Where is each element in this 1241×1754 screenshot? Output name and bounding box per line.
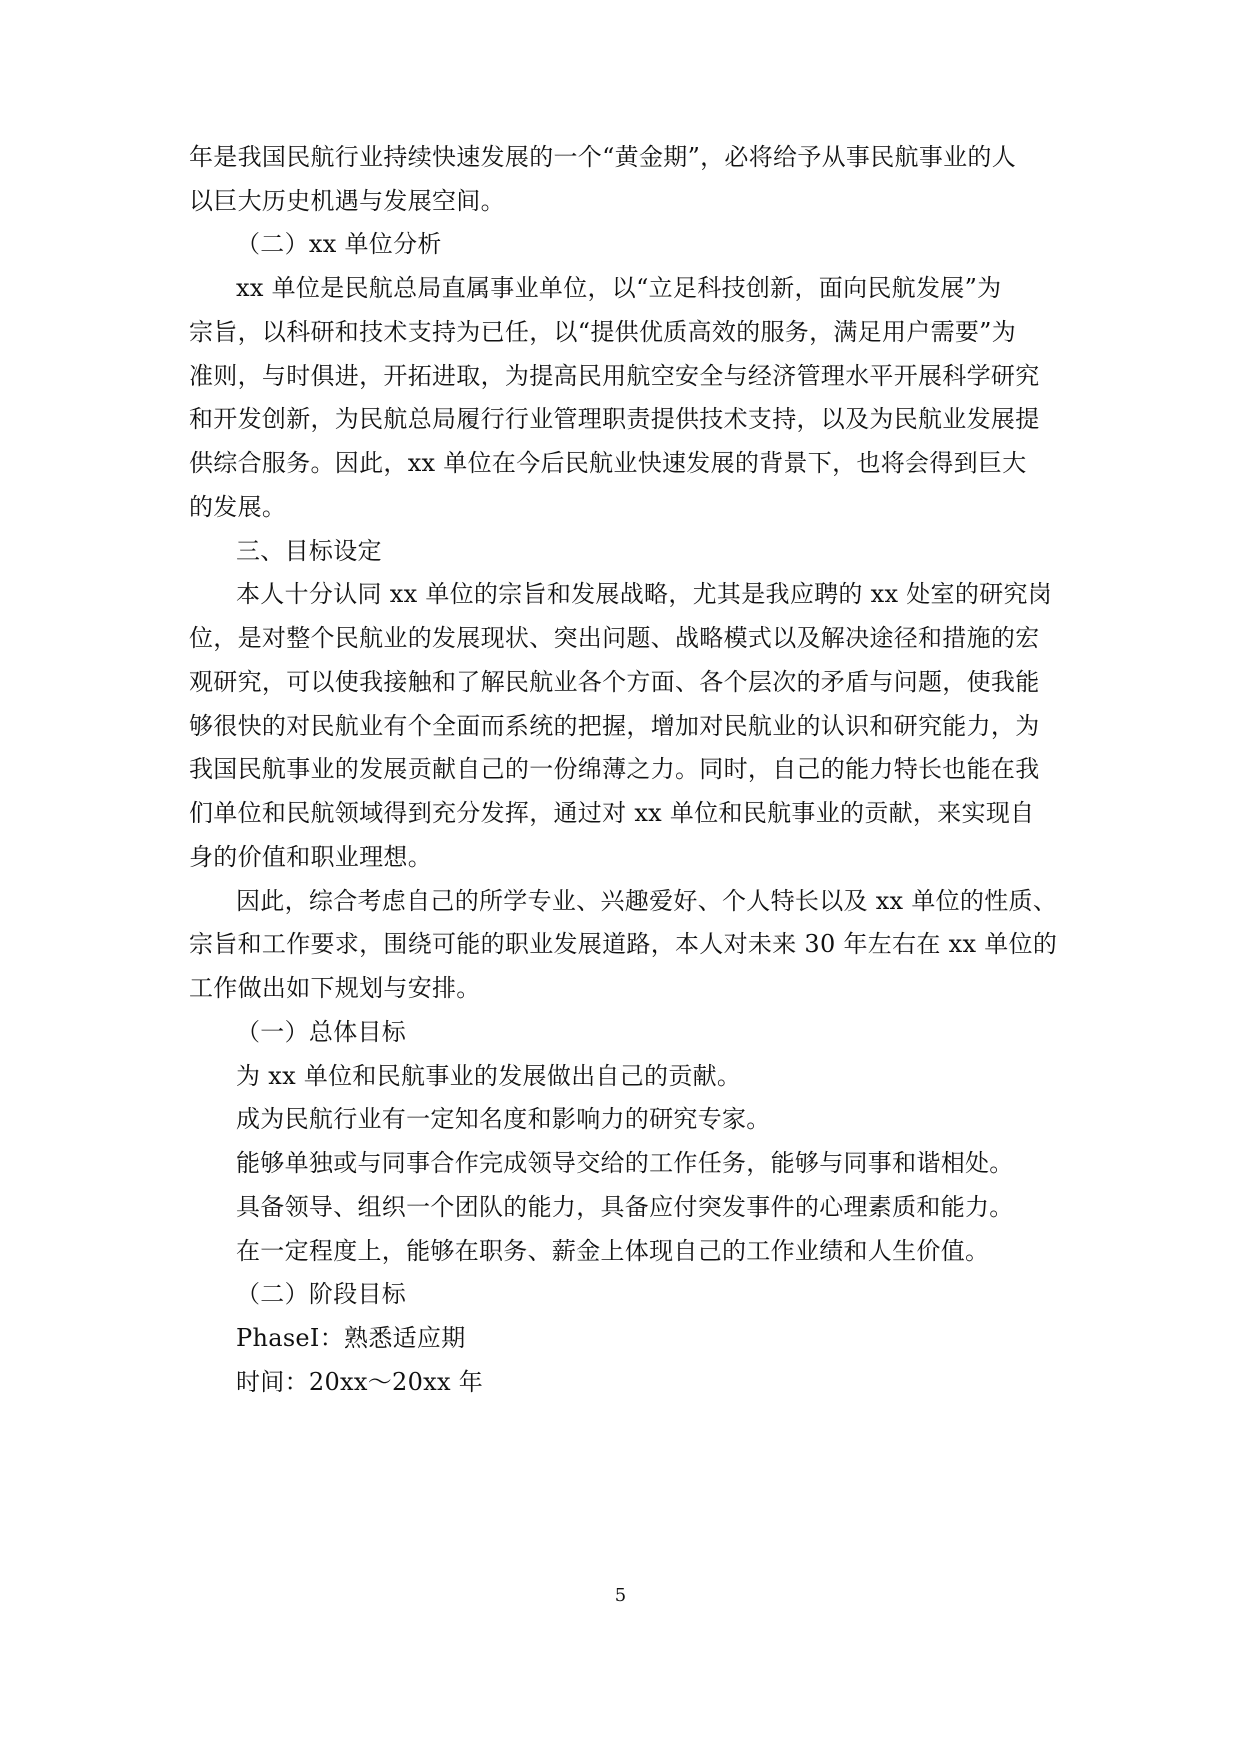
body-text-line: 工作做出如下规划与安排。 [189,974,481,1002]
body-text-line: 以巨大历史机遇与发展空间。 [189,187,505,215]
goal-item: 为 xx 单位和民航事业的发展做出自己的贡献。 [236,1062,742,1090]
goal-item: 具备领导、组织一个团队的能力，具备应付突发事件的心理素质和能力。 [236,1193,1014,1221]
body-text-line: 本人十分认同 xx 单位的宗旨和发展战略，尤其是我应聘的 xx 处室的研究岗 [236,580,1053,608]
body-text-line: 年是我国民航行业持续快速发展的一个“黄金期”，必将给予从事民航事业的人 [189,143,1017,171]
goal-item: 在一定程度上，能够在职务、薪金上体现自己的工作业绩和人生价值。 [236,1237,990,1265]
body-text-line: 供综合服务。因此，xx 单位在今后民航业快速发展的背景下，也将会得到巨大 [189,449,1027,477]
phase-time: 时间：20xx～20xx 年 [236,1368,484,1396]
body-text-line: 因此，综合考虑自己的所学专业、兴趣爱好、个人特长以及 xx 单位的性质、 [236,887,1058,915]
body-text-line: xx 单位是民航总局直属事业单位，以“立足科技创新，面向民航发展”为 [236,274,1002,302]
body-text-line: 的发展。 [189,493,287,521]
body-text-line: 和开发创新，为民航总局履行行业管理职责提供技术支持，以及为民航业发展提 [189,405,1040,433]
body-text-line: 我国民航事业的发展贡献自己的一份绵薄之力。同时，自己的能力特长也能在我 [189,755,1040,783]
goal-item: 能够单独或与同事合作完成领导交给的工作任务，能够与同事和谐相处。 [236,1149,1014,1177]
section-heading: 三、目标设定 [236,537,382,565]
section-heading: （二）xx 单位分析 [236,230,442,258]
section-heading: （二）阶段目标 [236,1280,407,1308]
body-text-line: 宗旨，以科研和技术支持为已任，以“提供优质高效的服务，满足用户需要”为 [189,318,1017,346]
goal-item: 成为民航行业有一定知名度和影响力的研究专家。 [236,1105,771,1133]
body-text-line: 宗旨和工作要求，围绕可能的职业发展道路，本人对未来 30 年左右在 xx 单位的 [189,930,1058,958]
body-text-line: 够很快的对民航业有个全面而系统的把握，增加对民航业的认识和研究能力，为 [189,712,1040,740]
body-text-line: 们单位和民航领域得到充分发挥，通过对 xx 单位和民航事业的贡献，来实现自 [189,799,1035,827]
page-number: 5 [614,1585,627,1606]
phase-title: PhaseⅠ：熟悉适应期 [236,1324,466,1352]
body-text-line: 观研究，可以使我接触和了解民航业各个方面、各个层次的矛盾与问题，使我能 [189,668,1040,696]
body-text-line: 位，是对整个民航业的发展现状、突出问题、战略模式以及解决途径和措施的宏 [189,624,1040,652]
body-text-line: 身的价值和职业理想。 [189,843,432,871]
section-heading: （一）总体目标 [236,1018,407,1046]
body-text-line: 准则，与时俱进，开拓进取，为提高民用航空安全与经济管理水平开展科学研究 [189,362,1040,390]
